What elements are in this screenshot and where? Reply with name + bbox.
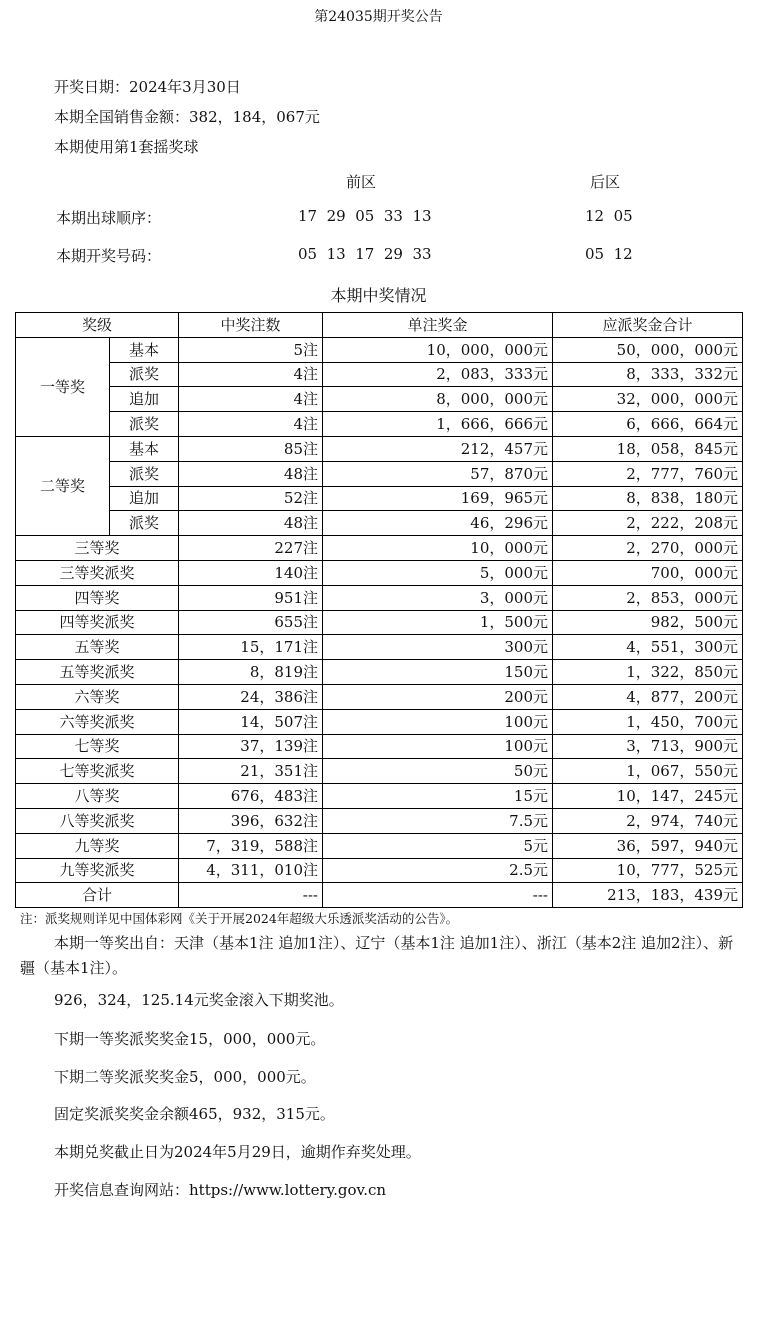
count-cell: 37，139注 [179,734,323,759]
count-cell: 14，507注 [179,709,323,734]
total-cell: 2，222，208元 [553,511,743,536]
page-title: 第24035期开奖公告 [314,9,443,25]
sub-level: 派奖 [110,412,179,437]
section-title: 本期中奖情况 [330,286,427,305]
count-cell: 676，483注 [179,784,323,809]
prize-cell: 100元 [323,709,553,734]
level-cell: 九等奖 [16,833,179,858]
prize-cell: 5元 [323,833,553,858]
next-second-paragraph: 下期二等奖派奖奖金5，000，000元。 [54,1068,316,1086]
prize-cell: 1，666，666元 [323,412,553,437]
count-cell: 7，319，588注 [179,833,323,858]
sub-level: 追加 [110,486,179,511]
sales-amount: 本期全国销售金额：382，184，067元 [54,108,320,126]
total-cell: 10，147，245元 [553,784,743,809]
count-cell: 48注 [179,511,323,536]
table-header-row [16,313,743,338]
table-row [16,635,743,660]
level-cell: 五等奖 [16,635,179,660]
count-cell: 396，632注 [179,808,323,833]
sub-level: 基本 [110,436,179,461]
count-cell: 4注 [179,362,323,387]
table-row [16,759,743,784]
table-row [16,536,743,561]
count-cell: 52注 [179,486,323,511]
level-cell: 四等奖派奖 [16,610,179,635]
table-row [16,486,743,511]
prize-cell: 300元 [323,635,553,660]
total-cell: 3，713，900元 [553,734,743,759]
sub-level: 派奖 [110,511,179,536]
table-row [16,337,743,362]
total-cell: 4，551，300元 [553,635,743,660]
table-row [16,560,743,585]
sum-label: 合计 [16,883,179,908]
level-cell: 三等奖 [16,536,179,561]
prize-cell: 100元 [323,734,553,759]
first-prize-label: 一等奖 [16,337,110,436]
table-row [16,436,743,461]
count-cell: 140注 [179,560,323,585]
prize-cell: 7.5元 [323,808,553,833]
count-cell: 15，171注 [179,635,323,660]
total-cell: 982，500元 [553,610,743,635]
count-cell: 21，351注 [179,759,323,784]
table-row [16,511,743,536]
table-row [16,585,743,610]
level-cell: 七等奖 [16,734,179,759]
prize-cell: 50元 [323,759,553,784]
table-row [16,362,743,387]
prize-cell: 3，000元 [323,585,553,610]
count-cell: 951注 [179,585,323,610]
table-row [16,833,743,858]
total-cell: 2，777，760元 [553,461,743,486]
sub-level: 追加 [110,387,179,412]
level-cell: 八等奖 [16,784,179,809]
sub-level: 派奖 [110,362,179,387]
count-cell: 5注 [179,337,323,362]
prize-cell: 169，965元 [323,486,553,511]
total-cell: 2，270，000元 [553,536,743,561]
header-level: 奖级 [16,313,179,338]
total-cell: 8，838，180元 [553,486,743,511]
numbers-label: 本期开奖号码： [56,247,162,265]
level-cell: 九等奖派奖 [16,858,179,883]
prize-cell: 5，000元 [323,560,553,585]
prize-cell: 10，000元 [323,536,553,561]
prize-cell: 15元 [323,784,553,809]
back-zone-header: 后区 [590,173,621,191]
table-row [16,461,743,486]
total-cell: 2，974，740元 [553,808,743,833]
website-paragraph: 开奖信息查询网站：https://www.lottery.gov.cn [54,1181,387,1199]
count-cell: 8，819注 [179,660,323,685]
header-count: 中奖注数 [179,313,323,338]
total-cell: 10，777，525元 [553,858,743,883]
table-row [16,660,743,685]
ball-set: 本期使用第1套摇奖球 [54,138,199,156]
prize-cell: 1，500元 [323,610,553,635]
fixed-balance-paragraph: 固定奖派奖奖金余额465，932，315元。 [54,1105,335,1123]
total-cell: 8，333，332元 [553,362,743,387]
total-cell: 4，877，200元 [553,684,743,709]
header-prize: 单注奖金 [323,313,553,338]
table-row [16,808,743,833]
count-cell: --- [179,883,323,908]
total-cell: 1，067，550元 [553,759,743,784]
table-row [16,684,743,709]
table-row [16,734,743,759]
footnote: 注：派奖规则详见中国体彩网《关于开展2024年超级大乐透派奖活动的公告》。 [20,911,459,926]
order-back-numbers: 12 05 [585,207,633,225]
table-row [16,610,743,635]
prize-cell: 2，083，333元 [323,362,553,387]
second-prize-label: 二等奖 [16,436,110,535]
total-cell: 18，058，845元 [553,436,743,461]
winning-back-numbers: 05 12 [585,245,633,263]
prize-cell: 200元 [323,684,553,709]
rollover-paragraph: 926，324，125.14元奖金滚入下期奖池。 [54,991,344,1009]
prize-cell: 46，296元 [323,511,553,536]
prize-cell: --- [323,883,553,908]
level-cell: 六等奖 [16,684,179,709]
prize-table [15,312,743,908]
prize-cell: 2.5元 [323,858,553,883]
winning-front-numbers: 05 13 17 29 33 [298,245,432,263]
prize-cell: 212，457元 [323,436,553,461]
level-cell: 四等奖 [16,585,179,610]
count-cell: 4注 [179,387,323,412]
total-cell: 50，000，000元 [553,337,743,362]
deadline-paragraph: 本期兑奖截止日为2024年5月29日，逾期作弃奖处理。 [54,1143,421,1161]
level-cell: 六等奖派奖 [16,709,179,734]
header-total: 应派奖金合计 [553,313,743,338]
count-cell: 227注 [179,536,323,561]
prize-cell: 57，870元 [323,461,553,486]
total-cell: 1，322，850元 [553,660,743,685]
total-cell: 32，000，000元 [553,387,743,412]
total-cell: 1，450，700元 [553,709,743,734]
total-cell: 2，853，000元 [553,585,743,610]
level-cell: 七等奖派奖 [16,759,179,784]
next-first-paragraph: 下期一等奖派奖奖金15，000，000元。 [54,1030,326,1048]
table-row [16,387,743,412]
level-cell: 五等奖派奖 [16,660,179,685]
sub-level: 派奖 [110,461,179,486]
count-cell: 4注 [179,412,323,437]
prize-cell: 150元 [323,660,553,685]
level-cell: 八等奖派奖 [16,808,179,833]
count-cell: 48注 [179,461,323,486]
sub-level: 基本 [110,337,179,362]
count-cell: 655注 [179,610,323,635]
order-front-numbers: 17 29 05 33 13 [298,207,432,225]
table-row [16,784,743,809]
total-cell: 6，666，664元 [553,412,743,437]
level-cell: 三等奖派奖 [16,560,179,585]
count-cell: 4，311，010注 [179,858,323,883]
order-label: 本期出球顺序： [56,209,162,227]
front-zone-header: 前区 [346,173,377,191]
winners-paragraph: 本期一等奖出自：天津（基本1注 追加1注）、辽宁（基本1注 追加1注）、浙江（基本2注 追加2注）、新疆（基本1注）。 [20,934,734,977]
sum-total: 213，183，439元 [553,883,743,908]
table-row [16,858,743,883]
prize-cell: 8，000，000元 [323,387,553,412]
prize-cell: 10，000，000元 [323,337,553,362]
table-row [16,709,743,734]
draw-date: 开奖日期：2024年3月30日 [54,78,241,96]
sum-row [16,883,743,908]
count-cell: 24，386注 [179,684,323,709]
total-cell: 700，000元 [553,560,743,585]
total-cell: 36，597，940元 [553,833,743,858]
table-row [16,412,743,437]
count-cell: 85注 [179,436,323,461]
